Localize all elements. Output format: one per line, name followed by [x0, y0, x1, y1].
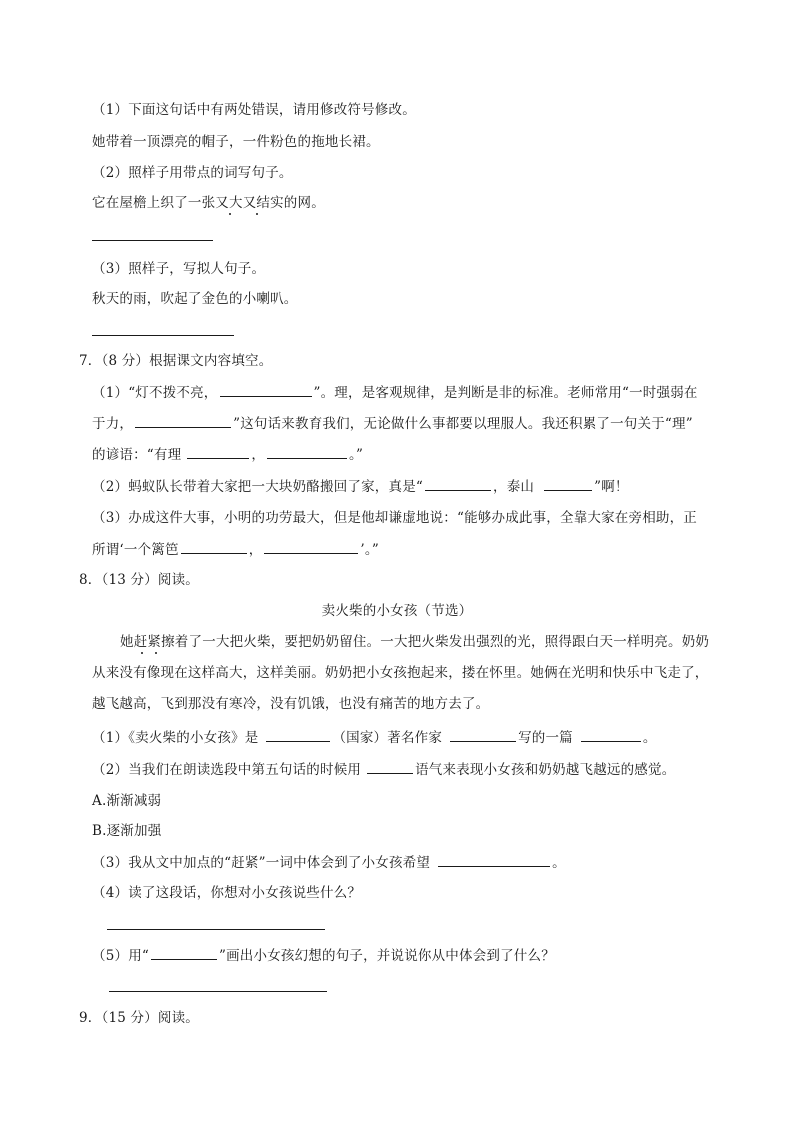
q8-sub2-text-a: （2）当我们在朗读选段中第五句话的时候用 [92, 762, 362, 778]
q8-sub2-text-b: 语气来表现小女孩和奶奶越飞越远的感觉。 [415, 762, 676, 778]
q7-blank-5[interactable] [425, 476, 491, 491]
q8-sub5-text-a: （5）用“ [92, 948, 149, 964]
q7-line1-text-b: ”。理，是客观规律，是判断是非的标准。老师常用“一时强弱在 [313, 385, 698, 401]
q6-part3-sentence: 秋天的雨，吹起了金色的小喇叭。 [92, 291, 298, 307]
q8-sub1-text-a: （1）《卖火柴的小女孩》是 [92, 730, 259, 746]
q8-sub1-text-b: （国家）著名作家 [332, 730, 443, 746]
q7-blank-2[interactable] [135, 413, 231, 428]
q6-part2-instruction: （2）照样子用带点的词写句子。 [92, 165, 293, 181]
passage-title: 卖火柴的小女孩（节选） [321, 603, 473, 619]
q6-part1-instruction: （1）下面这句话中有两处错误，请用修改符号修改。 [92, 102, 416, 118]
q8-sub3-text-a: （3）我从文中加点的“赶紧”一词中体会到了小女孩希望 [92, 855, 431, 871]
q7-line6 [92, 539, 379, 560]
q7-line4 [92, 476, 629, 497]
q7-line4-text-b: ，泰山 [493, 479, 535, 495]
q7-line5: （3）办成这件大事，小明的功劳最大，但是他却谦虚地说：“能够办成此事，全靠大家在旁相助，正 [92, 510, 697, 526]
q7-title: 7．（8 分）根据课文内容填空。 [79, 353, 273, 369]
q8-blank-tone[interactable] [367, 759, 413, 774]
q6-part1-sentence: 她带着一顶漂亮的帽子，一件粉色的拖地长裙。 [92, 134, 380, 150]
q8-title: 8．（13 分）阅读。 [79, 572, 200, 588]
option-b[interactable]: B.逐渐加强 [92, 823, 162, 839]
q8-sub1 [92, 727, 657, 748]
q7-line4-text-c: ”啊！ [594, 479, 629, 495]
q8-blank-hope[interactable] [438, 852, 550, 867]
q7-line1 [92, 382, 698, 403]
q8-blank-underline-marker[interactable] [151, 945, 217, 960]
q7-blank-1[interactable] [220, 382, 312, 397]
q8-blank-country[interactable] [266, 727, 330, 742]
q6-part2-answer-line[interactable] [92, 240, 213, 241]
q7-line6-text-b: ， [248, 542, 263, 558]
q6-part3-instruction: （3）照样子，写拟人句子。 [92, 261, 266, 277]
emphasis-dot [141, 652, 143, 654]
passage-line-2: 从来没有像现在这样高大，这样美丽。奶奶把小女孩抱起来，搂在怀里。她俩在光明和快乐中飞走了， [92, 665, 709, 681]
q7-line3-text-b: ， [251, 447, 266, 463]
q7-line1-text-a: （1）“灯不拨不亮， [92, 385, 218, 401]
q7-line3 [92, 444, 363, 465]
q8-sub3-text-b: 。 [552, 855, 566, 871]
q7-line6-text-c: ’。” [360, 542, 379, 558]
q8-sub3 [92, 852, 566, 873]
q7-blank-8[interactable] [264, 539, 358, 554]
q8-sub5 [92, 945, 555, 966]
q8-sub5-text-b: ”画出小女孩幻想的句子，并说说你从中体会到了什么？ [219, 948, 555, 964]
q7-line2 [92, 413, 693, 434]
q7-line3-text-a: 的谚语：“有理 [92, 447, 182, 463]
q8-sub5-answer-line[interactable] [109, 991, 327, 992]
q6-part3-answer-line[interactable] [92, 335, 234, 336]
q7-line3-text-c: 。” [349, 447, 364, 463]
q7-blank-7[interactable] [181, 539, 247, 554]
passage-line-3: 越飞越高，飞到那没有寒冷，没有饥饿，也没有痛苦的地方去了。 [92, 696, 490, 712]
q8-sub4-answer-line[interactable] [107, 929, 325, 930]
q8-blank-genre[interactable] [581, 727, 641, 742]
q8-sub4: （4）读了这段话，你想对小女孩说些什么？ [92, 885, 362, 901]
emphasis-dot [256, 213, 258, 215]
q9-title: 9．（15 分）阅读。 [79, 1010, 200, 1026]
option-a[interactable]: A.渐渐减弱 [92, 793, 162, 809]
q7-blank-4[interactable] [267, 444, 347, 459]
emphasis-dot [155, 652, 157, 654]
q8-sub2 [92, 759, 675, 780]
emphasis-dot [229, 213, 231, 215]
q8-sub1-text-d: 。 [642, 730, 657, 746]
q7-line4-text-a: （2）蚂蚁队长带着大家把一大块奶酪搬回了家，真是“ [92, 479, 423, 495]
q7-blank-6[interactable] [544, 476, 592, 491]
q8-blank-author[interactable] [450, 727, 516, 742]
passage-line-1: 她赶紧擦着了一大把火柴，要把奶奶留住。一大把火柴发出强烈的光，照得跟白天一样明亮。奶奶 [120, 634, 710, 650]
q7-line6-text-a: 所谓‘一个篱笆 [92, 542, 179, 558]
q7-line2-text-a: 于力， [92, 416, 134, 432]
q7-blank-3[interactable] [187, 444, 249, 459]
q8-sub1-text-c: 写的一篇 [518, 730, 573, 746]
q7-line2-text-b: ”这句话来教育我们，无论做什么事都要以理服人。我还积累了一句关于“理” [233, 416, 693, 432]
q6-part2-sentence: 它在屋檐上织了一张又大又结实的网。 [92, 195, 325, 211]
